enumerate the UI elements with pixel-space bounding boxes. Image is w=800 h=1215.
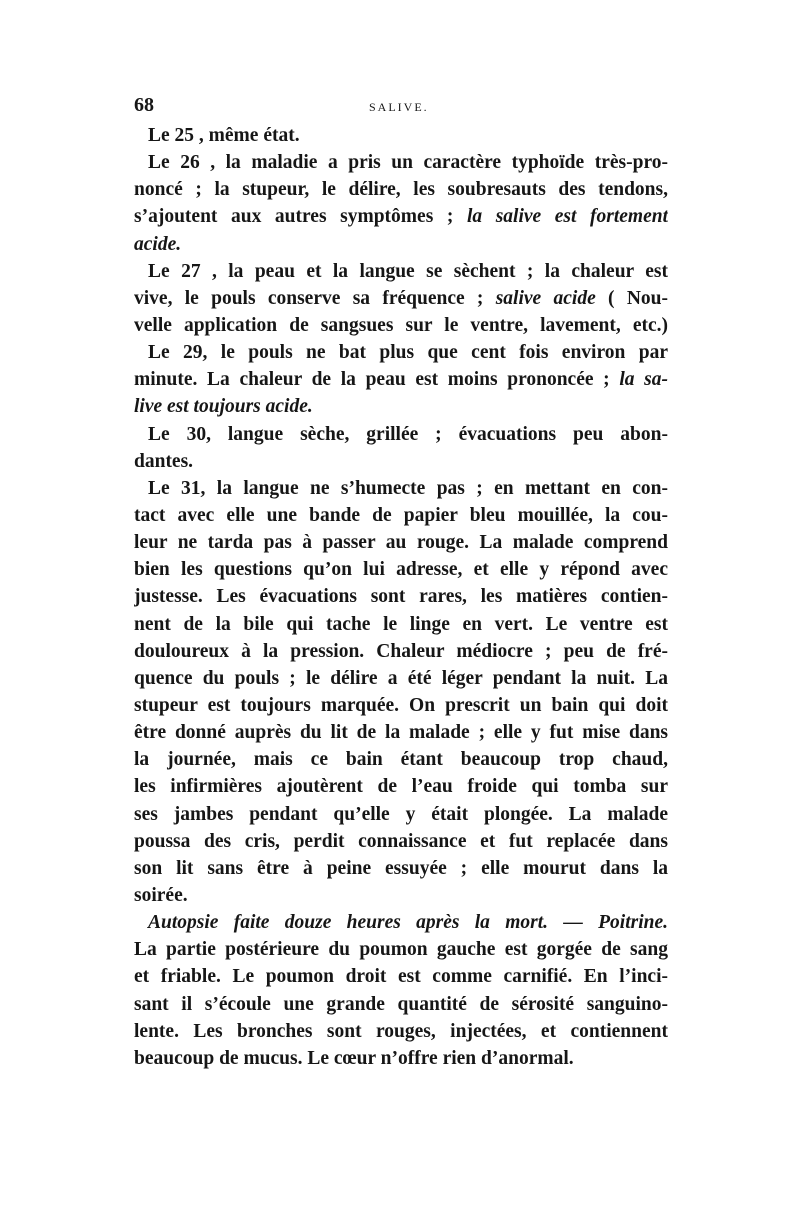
text-line [134,176,668,203]
text-line [134,1018,668,1045]
text-line [134,611,668,638]
text-line [134,583,668,610]
text-segment: tact avec elle une bande de papier bleu mouillée, la cou- [134,504,668,526]
text-segment: poussa des cris, perdit connaissance et fut replacée dans [134,830,668,852]
italic-text: la salive est fortement [466,206,668,228]
italic-text: salive acide [495,287,596,309]
text-line [134,1045,668,1072]
text-line [134,556,668,583]
text-segment: son lit sans être à peine essuyée ; elle mourut dans la [134,857,668,879]
text-line [134,773,668,800]
text-line [134,366,668,393]
text-segment: nent de la bile qui tache le linge en vert. Le ventre est [134,613,668,635]
text-line [134,312,668,339]
text-line [134,828,668,855]
text-line [134,936,668,963]
italic-text: Autopsie faite douze heures après la mort. — Poitrine. [148,912,668,934]
italic-text: acide. [134,233,182,255]
text-segment: Le 27 , la peau et la langue se sèchent ; la chaleur est [148,260,668,282]
text-line [134,203,668,230]
text-line [134,991,668,1018]
page-number: 68 [134,94,154,116]
text-segment: bien les questions qu’on lui adresse, et elle y répond avec [134,559,668,581]
text-line [134,665,668,692]
text-line [134,448,668,475]
text-segment: être donné auprès du lit de la malade ; elle y fut mise dans [134,722,668,744]
text-line [134,231,668,258]
text-line [134,502,668,529]
text-segment: douloureux à la pression. Chaleur médiocre ; peu de fré- [134,640,668,662]
text-line [134,746,668,773]
text-segment: justesse. Les évacuations sont rares, les matières contien- [134,586,668,608]
text-segment: minute. La chaleur de la peau est moins prononcée ; [134,369,620,391]
running-title: SALIVE. [369,100,429,114]
text-line [134,963,668,990]
text-segment: les infirmières ajoutèrent de l’eau froide qui tomba sur [134,776,668,798]
text-segment: sant il s’écoule une grande quantité de sérosité sanguino- [134,993,668,1015]
text-segment: ( Nou- [595,287,668,309]
text-segment: velle application de sangsues sur le ventre, lavement, etc.) [134,314,668,336]
text-line [134,258,668,285]
text-line [134,285,668,312]
text-line [134,475,668,502]
italic-text: la sa- [619,369,668,391]
text-line [134,122,668,149]
text-segment: ses jambes pendant qu’elle y était plongée. La malade [134,803,668,825]
text-segment: et friable. Le poumon droit est comme carnifié. En l’inci- [134,966,668,988]
text-segment: Le 25 , même état. [148,125,300,146]
text-line [134,882,668,909]
text-segment: La partie postérieure du poumon gauche est gorgée de sang [134,939,668,961]
text-line [134,801,668,828]
text-segment: Le 29, le pouls ne bat plus que cent fois environ par [148,342,668,364]
text-segment: la journée, mais ce bain étant beaucoup trop chaud, [134,749,668,771]
text-body [134,122,668,1072]
text-line [134,719,668,746]
italic-text: live est toujours acide. [134,396,313,418]
text-segment: stupeur est toujours marquée. On prescrit un bain qui doit [134,694,668,716]
text-line [134,855,668,882]
text-line [134,339,668,366]
text-line [134,393,668,420]
running-head [134,94,670,120]
text-line [134,638,668,665]
text-segment: dantes. [134,450,194,472]
text-line [134,909,668,936]
text-line [134,529,668,556]
text-segment: Le 31, la langue ne s’humecte pas ; en mettant en con- [148,477,668,499]
text-segment: Le 30, langue sèche, grillée ; évacuations peu abon- [148,423,668,445]
text-segment: soirée. [134,884,188,906]
text-segment: s’ajoutent aux autres symptômes ; [134,206,467,228]
text-segment: vive, le pouls conserve sa fréquence ; [134,287,496,309]
text-segment: noncé ; la stupeur, le délire, les soubresauts des tendons, [134,179,668,201]
text-segment: Le 26 , la maladie a pris un caractère typhoïde très-pro- [148,152,668,174]
text-line [134,692,668,719]
text-segment: quence du pouls ; le délire a été léger pendant la nuit. La [134,667,668,689]
text-line [134,149,668,176]
text-segment: leur ne tarda pas à passer au rouge. La malade comprend [134,532,668,554]
text-line [134,421,668,448]
text-segment: beaucoup de mucus. Le cœur n’offre rien d’anormal. [134,1047,574,1069]
text-segment: lente. Les bronches sont rouges, injectées, et contiennent [134,1020,668,1042]
